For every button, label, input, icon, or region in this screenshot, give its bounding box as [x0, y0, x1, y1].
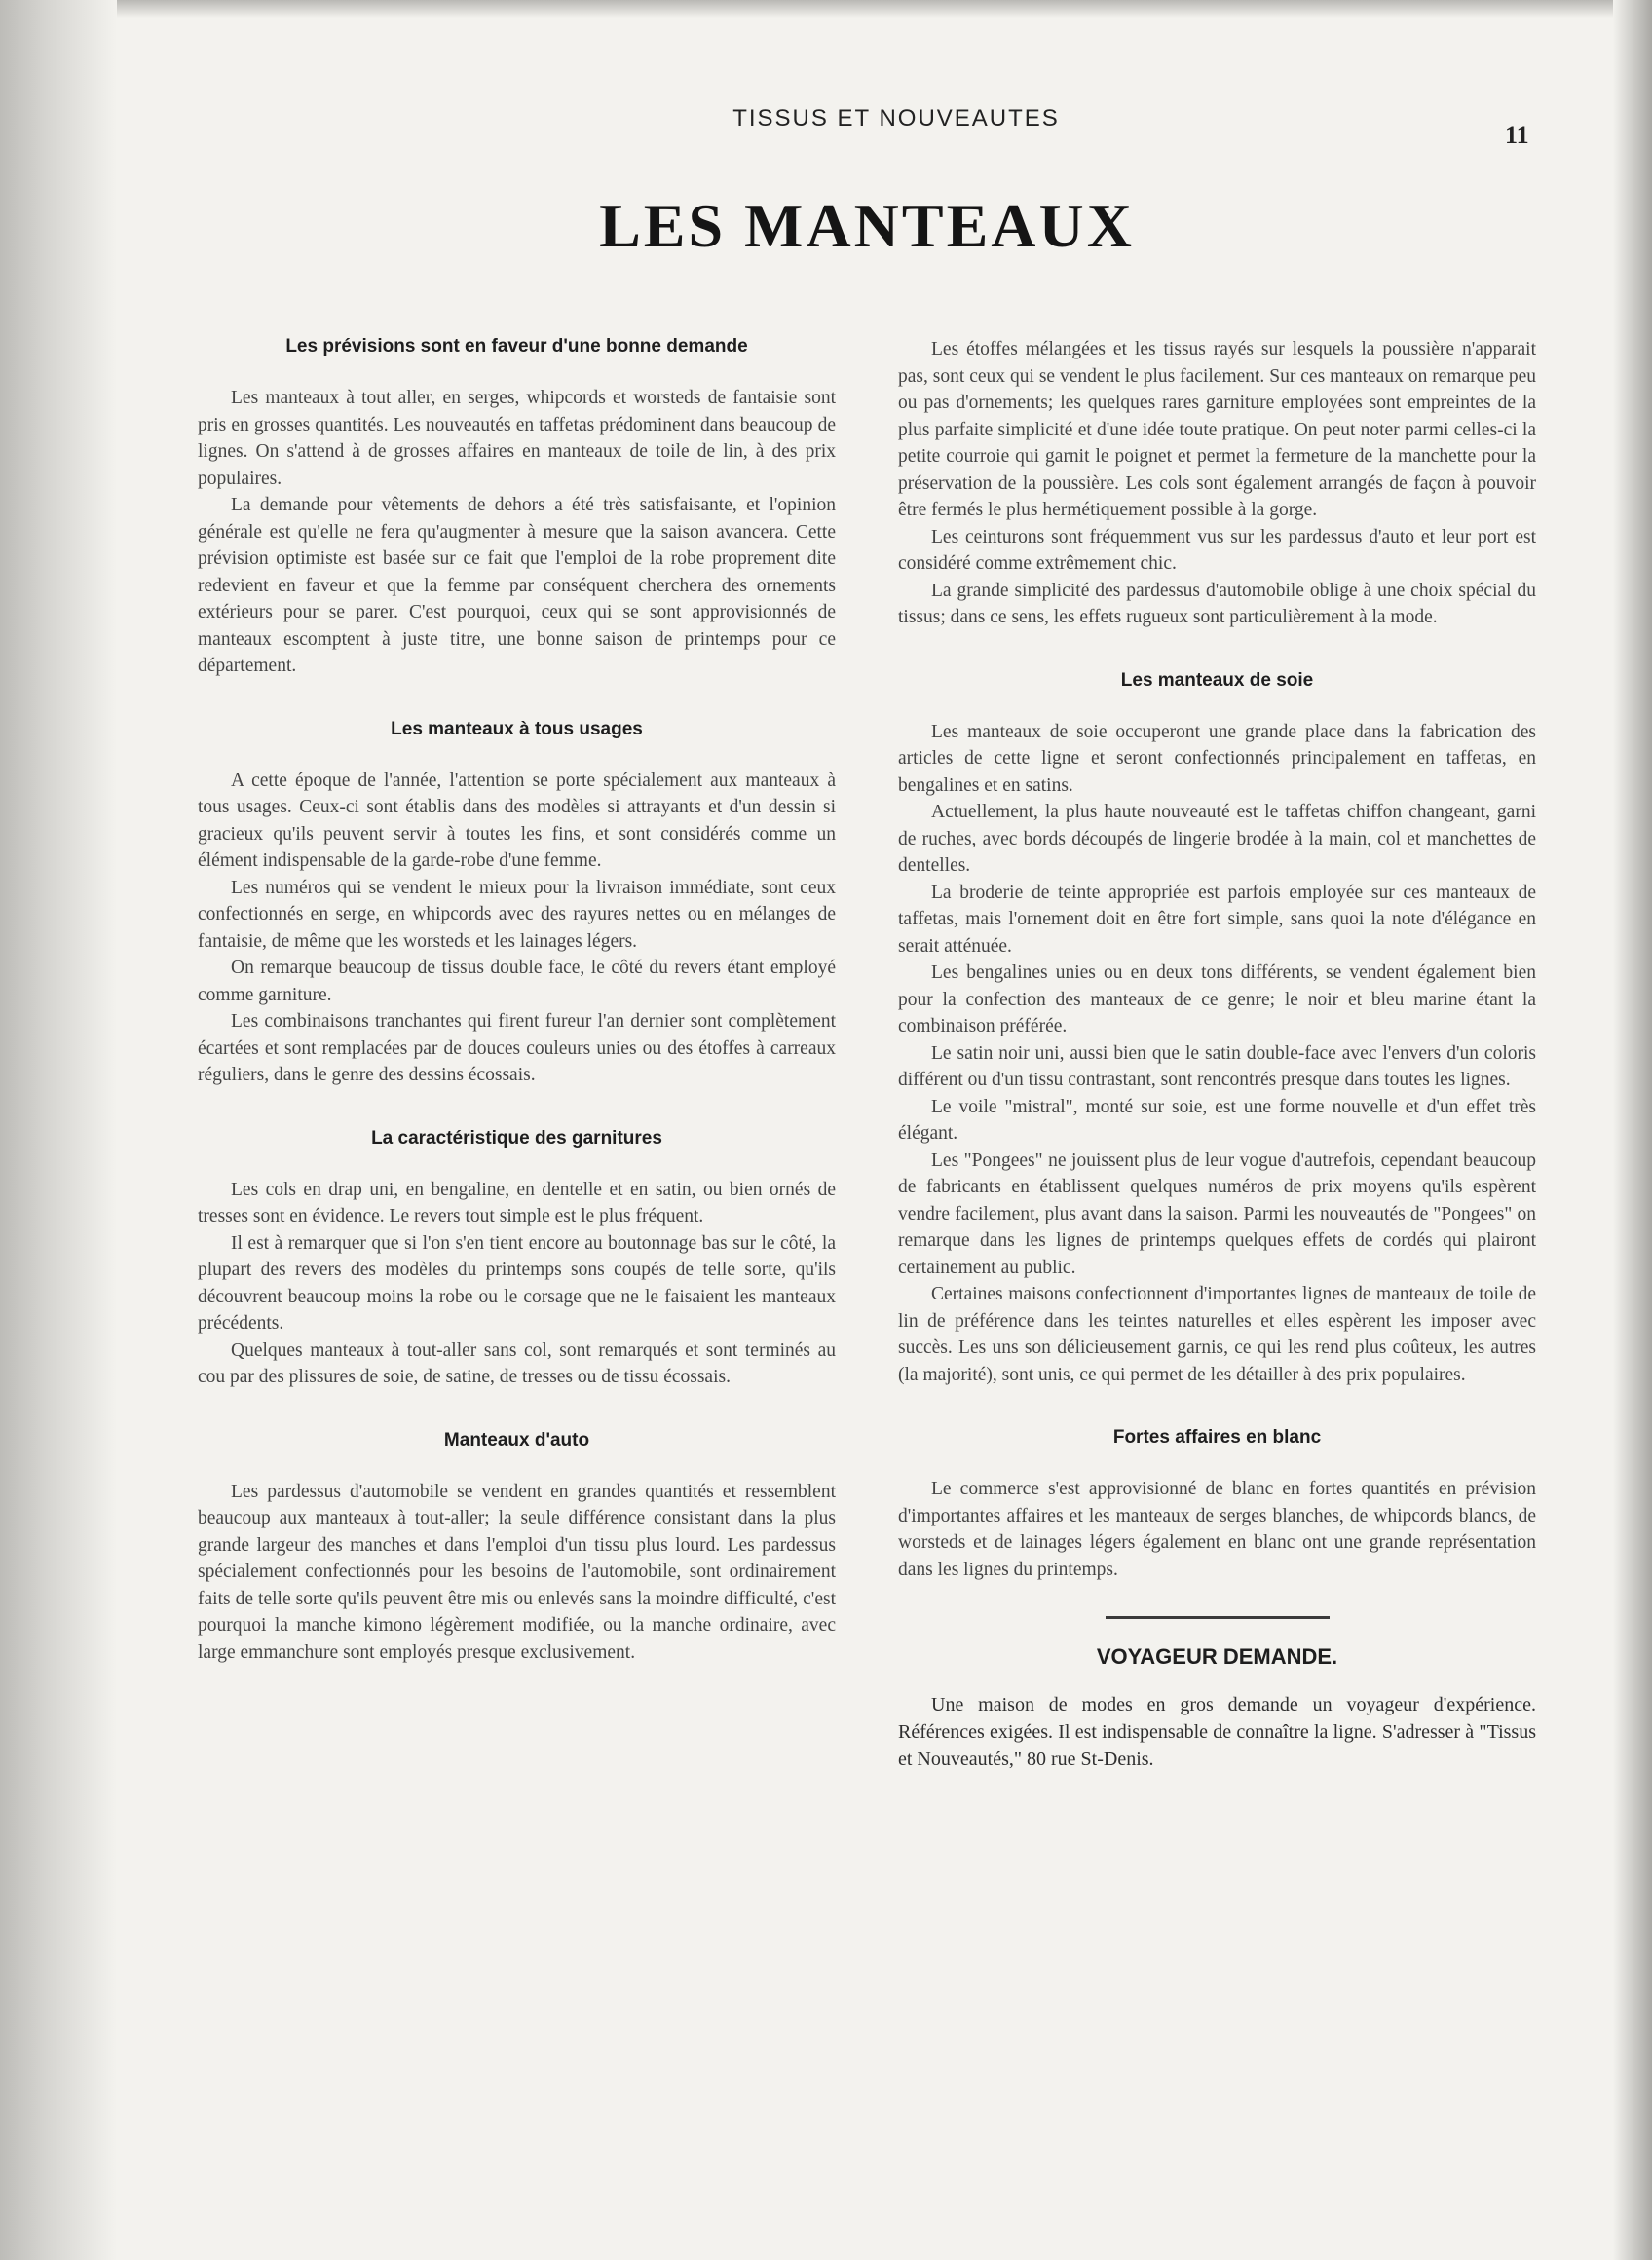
paragraph: La demande pour vêtements de dehors a été très satisfaisante, et l'opinion générale est qu'elle ne fera qu'augmenter à mesure que la saison avancera. Cette prévision optimiste est basée sur ce fait que l'emploi de la robe proprement dite redevient en faveur et que la femme par conséquent cherchera des ornements extérieurs pour se parer. C'est pourquoi, ceux qui se sont approvisionnés de manteaux escomptent à juste titre, une bonne saison de printemps pour ce département.	[198, 495, 836, 676]
paragraph: Les manteaux à tout aller, en serges, whipcords et worsteds de fantaisie sont pris en grosses quantités. Les nouveautés en taffetas prédominent dans beaucoup de lignes. On s'attend à de grosses affaires en manteaux de toile de lin, à des prix populaires.	[198, 388, 836, 489]
scan-edge-right	[1613, 0, 1652, 2260]
section-heading: Les prévisions sont en faveur d'une bonne demande	[285, 336, 748, 357]
article-title: LES MANTEAUX	[599, 191, 1135, 260]
paragraph: Les étoffes mélangées et les tissus rayés sur lesquels la poussière n'apparait pas, sont ceux qui se vendent le plus facilement. Sur ces manteaux on remarque peu ou pas d'ornements; les quelques rares garniture employées sont empreintes de la plus parfaite simplicité et d'une idée toute pratique. On peut noter parmi celles-ci la petite courroie qui garnit le poignet et permet la fermeture de la manchette pour la préservation de la poussière. Les cols sont également arrangés de façon à pouvoir être fermés le plus hermétiquement possible à la gorge.	[898, 339, 1536, 520]
notice-title: VOYAGEUR DEMANDE.	[1096, 1644, 1338, 1669]
paragraph: Il est à remarquer que si l'on s'en tient encore au boutonnage bas sur le côté, la plupart des revers des modèles du printemps sons coupés de telle sorte, qu'ils découvrent beaucoup moins la robe ou le corsage que ne le faisaient les manteaux précédents.	[198, 1232, 836, 1334]
section-heading: Fortes affaires en blanc	[1112, 1427, 1322, 1448]
left-column	[198, 336, 836, 1666]
paragraph: Le satin noir uni, aussi bien que le satin double-face avec l'envers d'un coloris différent ou d'un tissu contrastant, sont rencontrés presque dans toutes les lignes.	[898, 1042, 1536, 1090]
paragraph: Quelques manteaux à tout-aller sans col, sont remarqués et sont terminés au cou par des plissures de soie, de satine, de tresses ou de tissu écossais.	[198, 1339, 836, 1387]
paragraph: Les "Pongees" ne jouissent plus de leur vogue d'autrefois, cependant beaucoup de fabricants en établissent quelques numéros de prix moyens qu'ils espèrent vendre facilement, plus avant dans la saison. Parmi les nouveautés de "Pongees" on remarque dans les lignes de printemps quelques effets de cordés qui plairont certainement au public.	[898, 1149, 1536, 1278]
paragraph: Les ceinturons sont fréquemment vus sur les pardessus d'auto et leur port est considéré comme extrêmement chic.	[898, 526, 1536, 574]
section-heading: Manteaux d'auto	[443, 1429, 590, 1450]
scan-edge-top	[0, 0, 1652, 18]
paragraph: Les bengalines unies ou en deux tons différents, se vendent également bien pour la confection des manteaux de ce genre; le noir et bleu marine étant la combinaison préférée.	[898, 962, 1536, 1036]
section-heading: La caractéristique des garnitures	[371, 1127, 662, 1149]
paragraph: On remarque beaucoup de tissus double face, le côté du revers étant employé comme garniture.	[198, 958, 836, 1005]
paragraph: La grande simplicité des pardessus d'automobile oblige à une choix spécial du tissus; dans ce sens, les effets rugueux sont particulièrement à la mode.	[898, 580, 1536, 627]
scan-edge-left	[0, 0, 117, 2260]
paragraph: A cette époque de l'année, l'attention se porte spécialement aux manteaux à tous usages. Ceux-ci sont établis dans des modèles si attrayants et d'un dessin si gracieux qu'ils peuvent servir à toutes les fins, et sont considérés comme un élément indispensable de la garde-robe d'une femme.	[198, 770, 836, 871]
paragraph: Les combinaisons tranchantes qui firent fureur l'an dernier sont complètement écartées et sont remplacées par de douces couleurs unies ou des étoffes à carreaux réguliers, dans le genre des dessins écossais.	[198, 1011, 836, 1085]
paragraph: Le commerce s'est approvisionné de blanc en fortes quantités en prévision d'importantes affaires et les manteaux de serges blanches, de whipcords blancs, de worsteds et de lainages légers également en blanc ont une grande représentation dans les lignes du printemps.	[898, 1479, 1536, 1580]
paragraph: Actuellement, la plus haute nouveauté est le taffetas chiffon changeant, garni de ruches, avec bords découpés de lingerie brodée à la main, col et manchettes de dentelles.	[898, 802, 1536, 876]
notice-text: Une maison de modes en gros demande un voyageur d'expérience. Références exigées. Il est indispensable de connaître la ligne. S'adresser à "Tissus et Nouveautés," 80 rue St-Denis.	[898, 1694, 1536, 1770]
paragraph: Le voile "mistral", monté sur soie, est une forme nouvelle et d'un effet très élégant.	[898, 1096, 1536, 1144]
divider-rule	[1106, 1616, 1330, 1619]
paragraph: Les manteaux de soie occuperont une grande place dans la fabrication des articles de cette ligne et seront confectionnés principalement en taffetas, en bengalines et en satins.	[898, 721, 1536, 796]
right-column	[898, 336, 1536, 1773]
paragraph: Les pardessus d'automobile se vendent en grandes quantités et ressemblent beaucoup aux manteaux à tout-aller; la seule différence consistant dans la plus grande largeur des manches et dans l'emploi d'un tissu plus lourd. Les pardessus spécialement confectionnés pour les besoins de l'automobile, sont ordinairement faits de telle sorte qu'ils peuvent être mis ou enlevés sans la moindre difficulté, c'est pourquoi la manche kimono légèrement modifiée, ou la manche ordinaire, avec large emmanchure sont employés presque exclusivement.	[198, 1481, 836, 1663]
paragraph: La broderie de teinte appropriée est parfois employée sur ces manteaux de taffetas, mais l'ornement doit en être fort simple, sans quoi la note d'élégance en serait atténuée.	[898, 882, 1536, 957]
running-title: TISSUS ET NOUVEAUTES	[732, 105, 1060, 132]
paragraph: Les cols en drap uni, en bengaline, en dentelle et en satin, ou bien ornés de tresses sont en évidence. Le revers tout simple est le plus fréquent.	[198, 1179, 836, 1226]
page-number: 11	[1505, 121, 1529, 149]
paragraph: Certaines maisons confectionnent d'importantes lignes de manteaux de toile de lin de préférence dans les teintes naturelles et elles espèrent les imposer avec succès. Les uns son délicieusement garnis, ce qui les rend plus coûteux, les autres (la majorité), sont unis, ce qui permet de les détailler à des prix populaires.	[898, 1284, 1536, 1385]
paragraph: Les numéros qui se vendent le mieux pour la livraison immédiate, sont ceux confectionnés en serge, en whipcords avec des rayures nettes ou en mélanges de fantaisie, de même que les worsteds et les lainages légers.	[198, 877, 836, 952]
section-heading: Les manteaux à tous usages	[391, 718, 643, 739]
section-heading: Les manteaux de soie	[1120, 669, 1314, 691]
